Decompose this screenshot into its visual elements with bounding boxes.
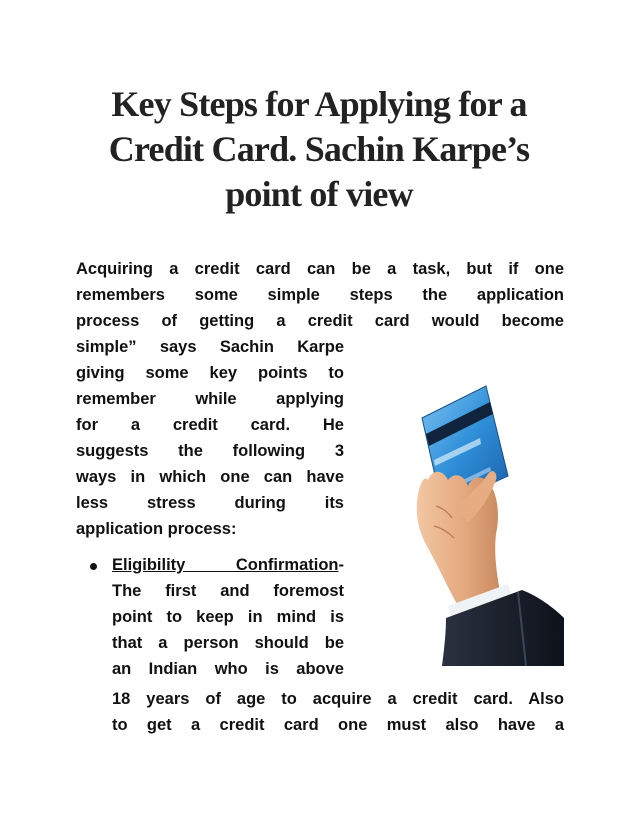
paragraph-line: 18 years of age to acquire a credit card. Also: [112, 690, 564, 708]
paragraph-line: application process:: [76, 520, 237, 538]
paragraph-line: an Indian who is above: [112, 660, 344, 678]
paragraph-line: for a credit card. He: [76, 416, 344, 434]
paragraph-line: suggests the following 3: [76, 442, 344, 460]
intro-paragraph: [76, 256, 564, 334]
paragraph-line: The first and foremost: [112, 582, 344, 600]
paragraph-line: that a person should be: [112, 634, 344, 652]
title-line: point of view: [225, 174, 413, 214]
paragraph-line: ways in which one can have: [76, 468, 344, 486]
intro-paragraph-wrapped: [76, 334, 344, 542]
paragraph-line: giving some key points to: [76, 364, 344, 382]
paragraph-line: Acquiring a credit card can be a task, but if one: [76, 260, 564, 278]
title-line: Key Steps for Applying for a: [111, 84, 527, 124]
paragraph-line: remember while applying: [76, 390, 344, 408]
bullet-icon: [90, 563, 97, 570]
paragraph-line: process of getting a credit card would become: [76, 312, 564, 330]
paragraph-line: less stress during its: [76, 494, 344, 512]
bullet-title: Eligibility Confirmation: [112, 556, 339, 574]
title-line: Credit Card. Sachin Karpe’s: [108, 129, 530, 169]
bullet-dash: -: [338, 556, 344, 574]
paragraph-line: simple” says Sachin Karpe: [76, 338, 344, 356]
paragraph-line: point to keep in mind is: [112, 608, 344, 626]
page-title: [60, 82, 578, 217]
bullet-item-continued: [112, 686, 564, 738]
bullet-item-eligibility: [112, 552, 344, 682]
hand-holding-credit-card-image: [350, 356, 564, 666]
paragraph-line: remembers some simple steps the application: [76, 286, 564, 304]
paragraph-line: to get a credit card one must also have a: [112, 716, 564, 734]
bullet-heading-line: [112, 552, 344, 578]
